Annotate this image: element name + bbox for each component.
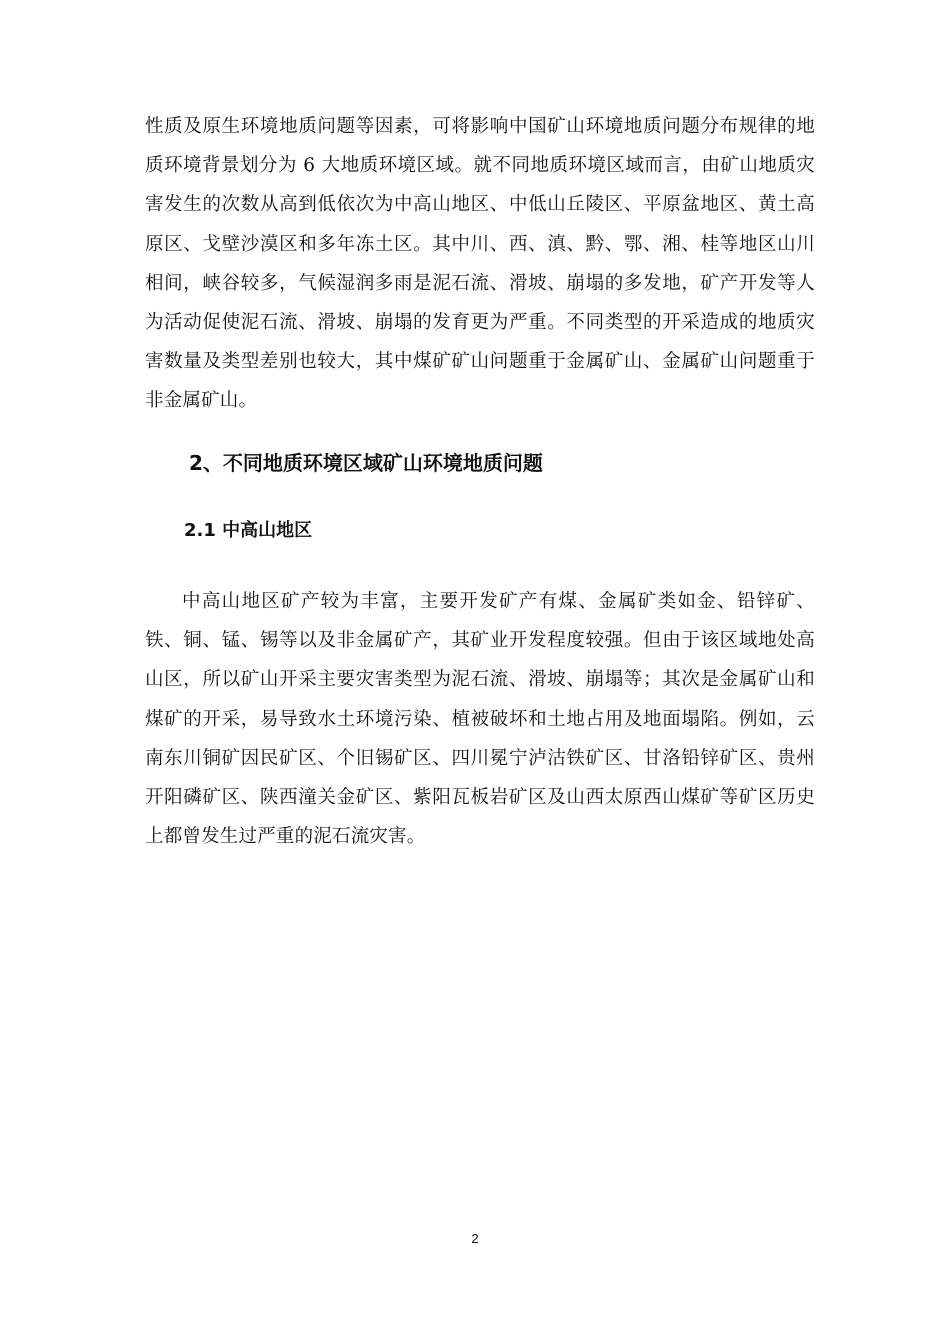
- body-paragraph: 中高山地区矿产较为丰富，主要开发矿产有煤、金属矿类如金、铅锌矿、铁、铜、锰、锡等以及非金属矿产，其矿业开发程度较强。但由于该区域地处高山区，所以矿山开采主要灾害类型为泥石流、滑坡、崩塌等；其次是金属矿山和煤矿的开采，易导致水土环境污染、植被破坏和土地占用及地面塌陷。例如，云南东川铜矿因民矿区、个旧锡矿区、四川冕宁泸沽铁矿区、甘洛铅锌矿区、贵州开阳磷矿区、陕西潼关金矿区、紫阳瓦板岩矿区及山西太原西山煤矿等矿区历史上都曾发生过严重的泥石流灾害。: [145, 591, 815, 848]
- section-heading: 2、不同地质环境区域矿山环境地质问题: [189, 451, 543, 475]
- page-number: 2: [471, 1231, 479, 1246]
- subsection-heading: 2.1 中高山地区: [184, 520, 313, 541]
- body-paragraph: 性质及原生环境地质问题等因素，可将影响中国矿山环境地质问题分布规律的地质环境背景划分为 6 大地质环境区域。就不同地质环境区域而言，由矿山地质灾害发生的次数从高到低依次为中高山地区、中低山丘陵区、平原盆地区、黄土高原区、戈壁沙漠区和多年冻土区。其中川、西、滇、黔、鄂、湘、桂等地区山川相间，峡谷较多，气候湿润多雨是泥石流、滑坡、崩塌的多发地，矿产开发等人为活动促使泥石流、滑坡、崩塌的发育更为严重。不同类型的开采造成的地质灾害数量及类型差别也较大，其中煤矿矿山问题重于金属矿山、金属矿山问题重于非金属矿山。: [145, 116, 815, 412]
